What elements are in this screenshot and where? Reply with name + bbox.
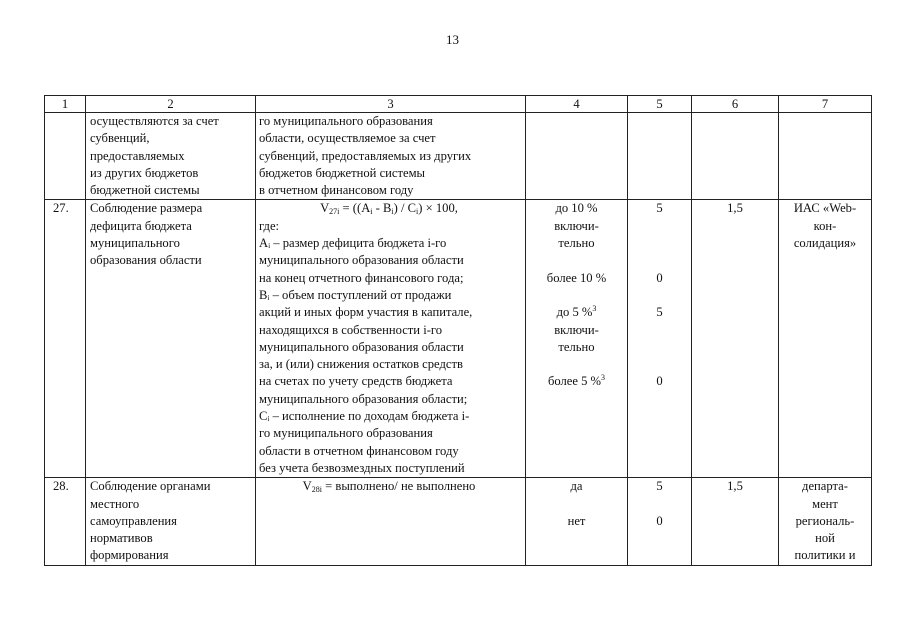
indicator-line: формирования: [90, 548, 169, 563]
points-value: 0: [656, 374, 663, 389]
indicator-line: местного: [90, 496, 140, 511]
method-cell: [256, 200, 526, 478]
header-col-3: 3: [256, 96, 526, 113]
spacer: [631, 252, 688, 269]
method-line: го муниципального образования: [259, 114, 433, 128]
indicator-line: из других бюджетов: [90, 165, 199, 180]
source-line: ИАС «Web-: [793, 201, 857, 216]
spacer: [631, 287, 688, 304]
table-row-continuation: [45, 113, 872, 200]
points-cell: [628, 200, 692, 478]
formula: $V_{28i}$ = выполнено/ не выполнено: [302, 479, 476, 495]
criteria-line: да: [570, 479, 583, 494]
method-cell: [256, 478, 526, 565]
criteria-line: более 10 %: [546, 270, 607, 285]
table-row-28: [45, 478, 872, 565]
method-line: без учета безвозмездных поступлений: [259, 460, 465, 475]
method-line: области, осуществляемое за счет: [259, 131, 436, 146]
indicator-line: предоставляемых: [90, 148, 185, 163]
source-line: департа-: [802, 479, 848, 494]
method-line: области в отчетном финансовом году: [259, 443, 459, 458]
weight-cell: 1,5: [692, 200, 779, 478]
criteria-line: включи-: [554, 218, 599, 233]
spacer: [529, 496, 624, 513]
indicator-line: образования области: [90, 253, 202, 268]
weight-cell: 1,5: [692, 478, 779, 565]
method-line: акций и иных форм участия в капитале,: [259, 305, 473, 320]
criteria-cell: [526, 200, 628, 478]
indicator-line: Соблюдение размера: [90, 201, 203, 216]
criteria-line: нет: [567, 513, 586, 528]
header-col-5: 5: [628, 96, 692, 113]
source-cell: [779, 200, 872, 478]
spacer: [631, 356, 688, 373]
source-cell: [779, 113, 872, 200]
row-number: [45, 113, 86, 200]
indicator-cell: [86, 113, 256, 200]
spacer: [529, 252, 624, 269]
indicator-line: самоуправления: [90, 513, 177, 528]
source-line: политики и: [794, 548, 856, 563]
row-number: 28.: [45, 478, 86, 565]
indicator-line: дефицита бюджета: [90, 218, 192, 233]
header-col-2: 2: [86, 96, 256, 113]
method-line: Cᵢ – исполнение по доходам бюджета i-: [259, 409, 470, 424]
header-row: [45, 96, 872, 113]
indicators-table: [44, 95, 872, 566]
method-line: Aᵢ – размер дефицита бюджета i-го: [259, 236, 447, 251]
method-line: находящихся в собственности i-го: [259, 322, 443, 337]
method-line: Bᵢ – объем поступлений от продажи: [259, 287, 452, 302]
source-line: региональ-: [795, 513, 855, 528]
method-line: где:: [259, 218, 280, 233]
points-cell: [628, 478, 692, 565]
indicator-line: субвенций,: [90, 131, 150, 146]
row-number: 27.: [45, 200, 86, 478]
header-col-7: 7: [779, 96, 872, 113]
criteria-line: тельно: [558, 339, 595, 354]
indicator-cell: [86, 200, 256, 478]
method-line: муниципального образования области;: [259, 391, 468, 406]
indicator-line: осуществляются за счет: [90, 114, 219, 128]
table-row-27: [45, 200, 872, 478]
method-line: го муниципального образования: [259, 426, 433, 441]
method-line: субвенций, предоставляемых из других: [259, 148, 472, 163]
points-value: 5: [656, 479, 663, 494]
criteria-cell: [526, 113, 628, 200]
points-value: 0: [656, 513, 663, 528]
method-line: на конец отчетного финансового года;: [259, 270, 464, 285]
page-number: 13: [446, 32, 459, 47]
criteria-cell: [526, 478, 628, 565]
points-cell: [628, 113, 692, 200]
criteria-line: включи-: [554, 322, 599, 337]
method-line: за, и (или) снижения остатков средств: [259, 357, 463, 372]
spacer: [631, 218, 688, 235]
method-line: на счетах по учету средств бюджета: [259, 374, 453, 389]
method-line: в отчетном финансовом году: [259, 183, 414, 198]
points-value: 5: [656, 305, 663, 320]
formula: $V_{27i} = ((A_i - B_i) / C_i) \times 100$,: [320, 201, 458, 217]
source-cell: [779, 478, 872, 565]
header-col-4: 4: [526, 96, 628, 113]
spacer: [631, 496, 688, 513]
spacer: [631, 322, 688, 339]
source-line: ной: [815, 531, 835, 546]
source-line: мент: [812, 496, 838, 511]
criteria-line: до 10 %: [555, 201, 598, 216]
indicator-line: муниципального: [90, 236, 180, 251]
spacer: [631, 235, 688, 252]
method-line: бюджетов бюджетной системы: [259, 165, 426, 180]
method-cell: [256, 113, 526, 200]
criteria-line: более 5 %$^3$: [547, 373, 606, 389]
header-col-6: 6: [692, 96, 779, 113]
spacer: [529, 287, 624, 304]
weight-cell: [692, 113, 779, 200]
source-line: солидация»: [793, 236, 857, 251]
method-line: муниципального образования области: [259, 253, 464, 268]
indicator-line: бюджетной системы: [90, 183, 200, 198]
criteria-line: до 5 %$^3$: [556, 304, 597, 320]
method-line: муниципального образования области: [259, 339, 464, 354]
spacer: [631, 339, 688, 356]
points-value: 0: [656, 270, 663, 285]
header-col-1: 1: [45, 96, 86, 113]
indicator-line: нормативов: [90, 531, 153, 546]
indicator-cell: [86, 478, 256, 565]
spacer: [529, 356, 624, 373]
indicator-line: Соблюдение органами: [90, 479, 211, 494]
source-line: кон-: [813, 218, 837, 233]
points-value: 5: [656, 201, 663, 216]
criteria-line: тельно: [558, 236, 595, 251]
